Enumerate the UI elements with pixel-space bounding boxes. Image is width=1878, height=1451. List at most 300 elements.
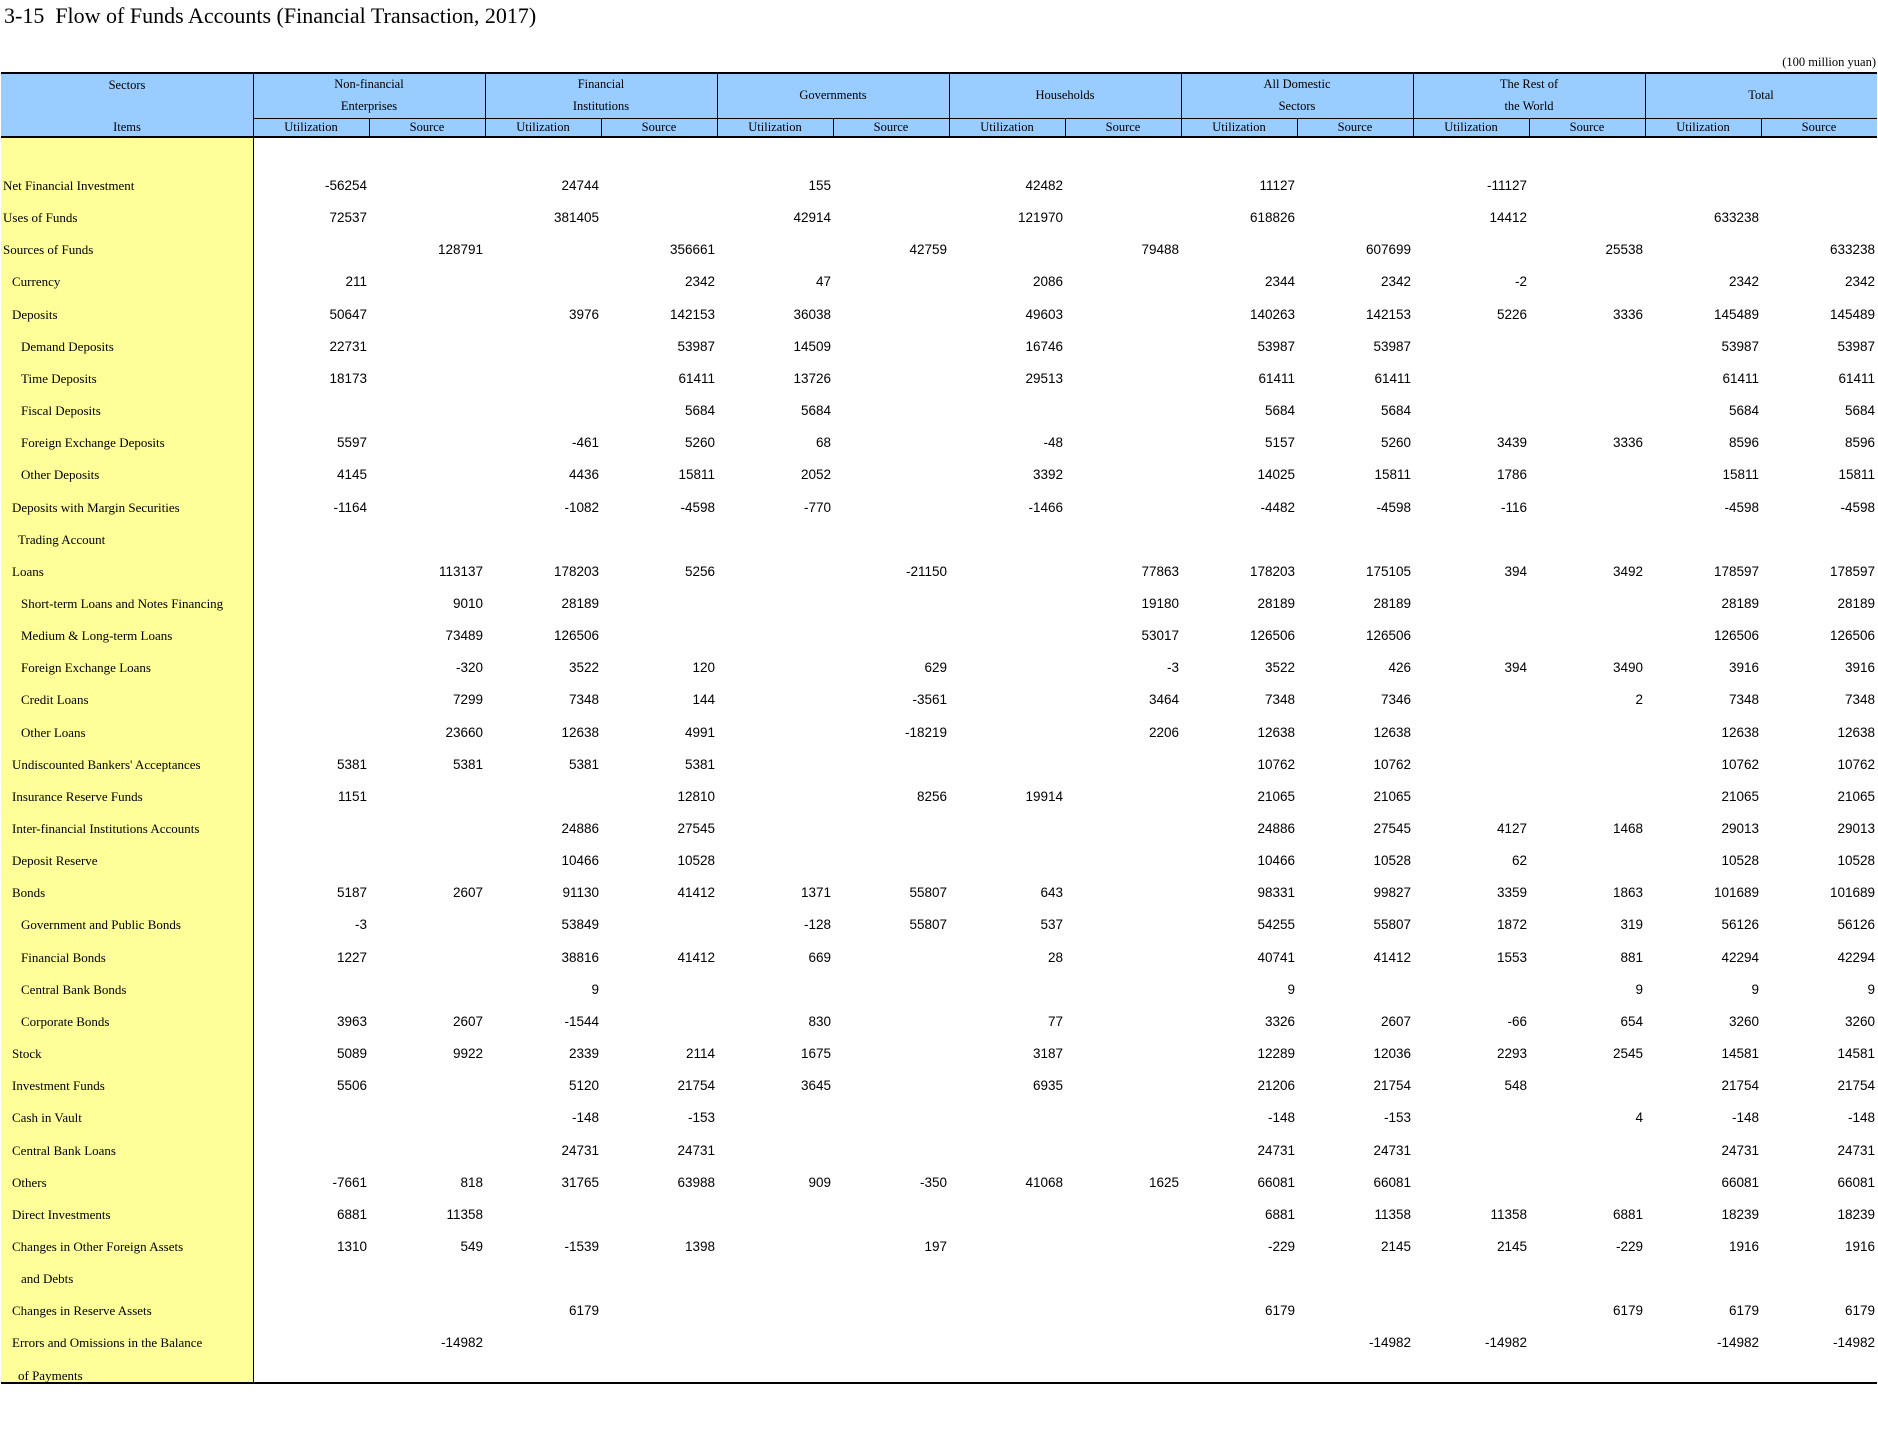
table-cell: 14581 — [1721, 1046, 1759, 1062]
table-cell: 126506 — [1365, 628, 1411, 644]
table-cell: 5381 — [452, 756, 483, 772]
table-cell: 4127 — [1496, 821, 1527, 836]
table-cell: 549 — [460, 1238, 483, 1254]
table-cell: 5120 — [568, 1078, 599, 1094]
table-cell: 126506 — [1829, 628, 1875, 644]
table-cell: 3963 — [336, 1013, 367, 1029]
row-label: Corporate Bonds — [21, 1013, 110, 1029]
row-label: Foreign Exchange Deposits — [21, 435, 165, 451]
table-cell: 126506 — [1713, 628, 1759, 644]
table-cell: 7348 — [1728, 692, 1759, 708]
table-cell: 5597 — [336, 435, 367, 451]
subheader-utilization: Utilization — [1676, 120, 1730, 134]
table-cell: 1863 — [1612, 885, 1643, 901]
table-cell: 12810 — [677, 788, 715, 804]
table-cell: -14982 — [1368, 1335, 1411, 1351]
subheader-source: Source — [1801, 120, 1837, 134]
table-cell: 21065 — [1373, 788, 1411, 804]
row-label: Other Deposits — [21, 467, 100, 483]
table-cell: 50647 — [329, 306, 367, 322]
table-cell: 19914 — [1025, 788, 1063, 804]
table-cell: 3492 — [1612, 563, 1643, 579]
table-cell: 55807 — [909, 917, 947, 933]
table-cell: 18173 — [329, 370, 367, 386]
table-cell: 10528 — [1373, 853, 1411, 869]
table-cell: 356661 — [669, 242, 715, 258]
table-cell: 1916 — [1844, 1238, 1875, 1254]
table-cell: 12638 — [1837, 724, 1875, 740]
table-cell: 10762 — [1837, 756, 1875, 772]
table-cell: 5226 — [1496, 306, 1527, 322]
row-label: Central Bank Loans — [12, 1142, 116, 1158]
table-cell: 14412 — [1489, 210, 1527, 226]
table-cell: 1468 — [1612, 821, 1643, 836]
table-cell: 42482 — [1025, 178, 1063, 193]
table-cell: 3439 — [1496, 435, 1527, 451]
table-cell: 2114 — [685, 1046, 715, 1062]
table-cell: 10528 — [677, 853, 715, 869]
table-cell: 10528 — [1837, 853, 1875, 869]
table-cell: 10762 — [1257, 756, 1295, 772]
table-cell: -4482 — [1260, 499, 1295, 515]
table-cell: 909 — [808, 1174, 831, 1190]
table-cell: 101689 — [1829, 885, 1875, 901]
table-cell: 53987 — [1257, 338, 1295, 354]
page-title: 3-15 Flow of Funds Accounts (Financial Transaction, 2017) — [4, 3, 537, 28]
table-cell: 56126 — [1837, 917, 1875, 933]
table-cell: 15811 — [1722, 467, 1759, 483]
table-cell: -350 — [919, 1174, 947, 1190]
table-cell: 1398 — [684, 1238, 715, 1254]
table-cell: 633238 — [1829, 242, 1875, 258]
group-label-line2: Enterprises — [340, 99, 398, 113]
table-cell: 4145 — [336, 467, 367, 483]
row-label: Changes in Reserve Assets — [12, 1303, 152, 1319]
table-cell: 178203 — [1249, 563, 1295, 579]
table-cell: 24731 — [1373, 1142, 1411, 1158]
table-cell: 155 — [808, 178, 831, 193]
table-cell: -56254 — [324, 178, 367, 193]
table-cell: 28189 — [561, 595, 599, 611]
table-cell: 16746 — [1025, 338, 1063, 354]
table-cell: 120 — [692, 660, 715, 676]
table-cell: 1151 — [337, 788, 367, 804]
table-cell: 3336 — [1612, 306, 1643, 322]
table-cell: 21754 — [1721, 1078, 1759, 1094]
table-cell: 5260 — [684, 435, 715, 451]
table-cell: 11358 — [1490, 1206, 1527, 1222]
table-cell: 6179 — [1612, 1303, 1643, 1319]
table-cell: 1872 — [1496, 917, 1527, 933]
table-cell: 38816 — [561, 949, 599, 965]
table-cell: 31765 — [561, 1174, 599, 1190]
table-cell: 144 — [692, 692, 715, 708]
table-cell: 24886 — [561, 821, 599, 836]
table-cell: 9922 — [452, 1046, 483, 1062]
table-cell: 77 — [1047, 1013, 1063, 1029]
table-cell: 42294 — [1721, 949, 1759, 965]
subheader-utilization: Utilization — [1444, 120, 1498, 134]
sectors-label: Sectors — [108, 78, 146, 92]
table-cell: -148 — [1731, 1110, 1759, 1126]
table-cell: 3916 — [1844, 660, 1875, 676]
table-cell: 55807 — [1373, 917, 1411, 933]
table-cell: 2342 — [1844, 274, 1875, 290]
table-cell: 2607 — [1380, 1013, 1411, 1029]
table-cell: -66 — [1507, 1013, 1527, 1029]
table-cell: 319 — [1620, 917, 1643, 933]
table-cell: 5684 — [1844, 403, 1875, 419]
table-cell: 24731 — [1721, 1142, 1759, 1158]
table-cell: 3260 — [1844, 1013, 1875, 1029]
table-cell: 126506 — [1249, 628, 1295, 644]
table-cell: 121970 — [1017, 210, 1063, 226]
table-cell: 5260 — [1380, 435, 1411, 451]
table-cell: 11127 — [1259, 178, 1295, 193]
table-cell: 12638 — [1721, 724, 1759, 740]
table-cell: 99827 — [1373, 885, 1411, 901]
table-cell: 394 — [1504, 563, 1527, 579]
table-cell: 140263 — [1249, 306, 1295, 322]
subheader-source: Source — [873, 120, 909, 134]
table-cell: 881 — [1620, 949, 1643, 965]
table-cell: 62 — [1511, 853, 1527, 869]
subheader-source: Source — [641, 120, 677, 134]
table-cell: 142153 — [1365, 306, 1411, 322]
table-cell: 9 — [591, 981, 599, 997]
row-label: Fiscal Deposits — [21, 403, 101, 419]
table-cell: -2 — [1514, 274, 1527, 290]
table-cell: -1466 — [1028, 499, 1063, 515]
subheader-utilization: Utilization — [516, 120, 570, 134]
row-label: Deposits — [12, 306, 58, 322]
table-cell: 22731 — [329, 338, 367, 354]
table-cell: 6179 — [1728, 1303, 1759, 1319]
subheader-source: Source — [1569, 120, 1605, 134]
row-label: Financial Bonds — [21, 949, 106, 965]
table-cell: 29013 — [1837, 821, 1875, 836]
table-cell: 5381 — [684, 756, 715, 772]
table-cell: -7661 — [332, 1174, 367, 1190]
row-label: Errors and Omissions in the Balance — [12, 1335, 203, 1351]
table-cell: 6881 — [336, 1206, 367, 1222]
subheader-utilization: Utilization — [980, 120, 1034, 134]
table-cell: 3392 — [1032, 467, 1063, 483]
table-cell: 142153 — [669, 306, 715, 322]
row-label: Uses of Funds — [3, 210, 78, 226]
row-label: Deposit Reserve — [12, 853, 98, 869]
table-cell: 3645 — [800, 1078, 831, 1094]
subheader-source: Source — [1105, 120, 1141, 134]
table-cell: 79488 — [1141, 242, 1179, 258]
table-cell: 128791 — [437, 242, 483, 258]
row-label: Trading Account — [18, 531, 106, 547]
table-cell: 61411 — [1258, 370, 1295, 386]
table-cell: -128 — [803, 917, 831, 933]
unit-label: (100 million yuan) — [1782, 55, 1876, 69]
subheader-utilization: Utilization — [748, 120, 802, 134]
table-cell: 15811 — [1838, 467, 1875, 483]
group-label-line2: the World — [1504, 99, 1554, 113]
group-label-line2: Sectors — [1278, 99, 1316, 113]
table-cell: 643 — [1040, 885, 1063, 901]
row-label: Loans — [12, 563, 44, 579]
table-cell: 7348 — [1264, 692, 1295, 708]
row-label: Cash in Vault — [12, 1110, 82, 1126]
table-cell: 15811 — [678, 467, 715, 483]
table-cell: 12638 — [561, 724, 599, 740]
table-cell: 6881 — [1612, 1206, 1643, 1222]
table-cell: 629 — [924, 660, 947, 676]
table-cell: -461 — [571, 435, 599, 451]
table-cell: 53987 — [1373, 338, 1411, 354]
items-label: Items — [113, 120, 141, 134]
table-cell: 145489 — [1713, 306, 1759, 322]
group-label-line1: Financial — [577, 77, 625, 91]
table-cell: 53849 — [561, 917, 599, 933]
table-cell: 56126 — [1721, 917, 1759, 933]
table-cell: 61411 — [1838, 370, 1875, 386]
table-cell: 91130 — [562, 885, 599, 901]
table-cell: -3 — [1166, 660, 1179, 676]
table-cell: 54255 — [1257, 917, 1295, 933]
table-cell: -18219 — [904, 724, 947, 740]
table-cell: 21206 — [1257, 1078, 1295, 1094]
table-cell: 29513 — [1025, 370, 1063, 386]
row-label: Central Bank Bonds — [21, 981, 127, 997]
table-cell: 1625 — [1148, 1174, 1179, 1190]
table-cell: 2607 — [452, 1013, 483, 1029]
table-cell: 55807 — [909, 885, 947, 901]
table-cell: 6179 — [1844, 1303, 1875, 1319]
table-cell: 10762 — [1373, 756, 1411, 772]
table-cell: -770 — [803, 499, 831, 515]
table-cell: 14025 — [1257, 467, 1295, 483]
table-cell: 607699 — [1365, 242, 1411, 258]
row-label: Changes in Other Foreign Assets — [12, 1238, 184, 1254]
table-cell: 178203 — [553, 563, 599, 579]
row-label: Credit Loans — [21, 692, 89, 708]
subheader-source: Source — [1337, 120, 1373, 134]
table-cell: 21065 — [1837, 788, 1875, 804]
table-cell: 4991 — [684, 724, 715, 740]
table-cell: 42294 — [1837, 949, 1875, 965]
table-cell: 3359 — [1496, 885, 1527, 901]
table-cell: -1544 — [564, 1013, 599, 1029]
table-cell: 5256 — [684, 563, 715, 579]
table-cell: -153 — [1383, 1110, 1411, 1126]
group-label-line2: Institutions — [572, 99, 630, 113]
table-cell: 3976 — [568, 306, 599, 322]
table-cell: -320 — [455, 660, 483, 676]
table-cell: 14509 — [793, 338, 831, 354]
table-cell: 24886 — [1257, 821, 1295, 836]
table-cell: 1786 — [1496, 467, 1527, 483]
subheader-utilization: Utilization — [1212, 120, 1266, 134]
table-cell: -116 — [1500, 499, 1527, 515]
table-cell: 2293 — [1496, 1046, 1527, 1062]
table-cell: 23660 — [445, 724, 483, 740]
table-cell: 3260 — [1728, 1013, 1759, 1029]
row-label: Undiscounted Bankers' Acceptances — [12, 756, 201, 772]
table-cell: 24731 — [1257, 1142, 1295, 1158]
table-cell: 21754 — [1373, 1078, 1411, 1094]
row-label: of Payments — [18, 1367, 83, 1383]
table-cell: 5684 — [800, 403, 831, 419]
table-cell: 28 — [1047, 949, 1063, 965]
group-label-line1: The Rest of — [1499, 77, 1559, 91]
table-cell: 53987 — [1721, 338, 1759, 354]
table-cell: 101689 — [1713, 885, 1759, 901]
table-cell: 6881 — [1264, 1206, 1295, 1222]
table-cell: -48 — [1043, 435, 1063, 451]
table-cell: 1371 — [800, 885, 831, 901]
table-cell: 426 — [1388, 660, 1411, 676]
table-cell: 11358 — [1374, 1206, 1411, 1222]
table-cell: 126506 — [553, 628, 599, 644]
table-cell: 77863 — [1141, 563, 1179, 579]
table-cell: 175105 — [1365, 563, 1411, 579]
table-cell: 28189 — [1837, 595, 1875, 611]
table-cell: 53017 — [1141, 628, 1179, 644]
table-cell: 63988 — [677, 1174, 715, 1190]
table-cell: 818 — [460, 1174, 483, 1190]
table-cell: 2342 — [1728, 274, 1759, 290]
table-cell: 41068 — [1025, 1174, 1063, 1190]
subheader-utilization: Utilization — [284, 120, 338, 134]
table-bottom-rule — [1, 1382, 1877, 1384]
table-cell: 24731 — [1837, 1142, 1875, 1158]
table-cell: 2344 — [1264, 274, 1295, 290]
row-label: and Debts — [21, 1271, 74, 1287]
table-cell: 1227 — [336, 949, 367, 965]
row-label: Other Loans — [21, 724, 86, 740]
table-cell: 27545 — [1373, 821, 1411, 836]
table-cell: 7299 — [452, 692, 483, 708]
table-cell: 2342 — [1380, 274, 1411, 290]
table-cell: 3916 — [1728, 660, 1759, 676]
table-cell: 66081 — [1721, 1174, 1759, 1190]
table-cell: 178597 — [1713, 563, 1759, 579]
table-cell: 66081 — [1373, 1174, 1411, 1190]
table-cell: 2145 — [1380, 1238, 1411, 1254]
table-cell: 28189 — [1373, 595, 1411, 611]
table-cell: 669 — [808, 949, 831, 965]
table-cell: 1553 — [1496, 949, 1527, 965]
table-cell: 61411 — [1374, 370, 1411, 386]
table-cell: -148 — [1267, 1110, 1295, 1126]
row-label: Insurance Reserve Funds — [12, 788, 143, 804]
table-cell: 5684 — [1380, 403, 1411, 419]
group-label: Governments — [799, 88, 867, 102]
table-cell: 12638 — [1373, 724, 1411, 740]
table-cell: -1082 — [564, 499, 599, 515]
row-label: Demand Deposits — [21, 338, 114, 354]
table-cell: 61411 — [1722, 370, 1759, 386]
table-cell: 6935 — [1032, 1078, 1063, 1094]
row-label: Sources of Funds — [3, 242, 94, 258]
table-cell: 178597 — [1829, 563, 1875, 579]
table-cell: 2545 — [1612, 1046, 1643, 1062]
table-cell: 3187 — [1032, 1046, 1063, 1062]
row-label: Investment Funds — [12, 1078, 105, 1094]
table-cell: 73489 — [445, 628, 483, 644]
table-cell: 537 — [1040, 917, 1063, 933]
row-label: Short-term Loans and Notes Financing — [21, 595, 224, 611]
table-cell: 12289 — [1257, 1046, 1295, 1062]
row-label: Net Financial Investment — [3, 178, 135, 193]
table-cell: 18239 — [1837, 1206, 1875, 1222]
table-cell: 11358 — [446, 1206, 483, 1222]
table-cell: -229 — [1267, 1238, 1295, 1254]
table-cell: 25538 — [1605, 242, 1643, 258]
table-cell: 5684 — [1728, 403, 1759, 419]
table-cell: 24744 — [561, 178, 599, 193]
table-cell: 19180 — [1141, 595, 1179, 611]
table-cell: 2 — [1635, 692, 1643, 708]
table-cell: 633238 — [1713, 210, 1759, 226]
table-cell: 8256 — [916, 788, 947, 804]
table-cell: 2339 — [568, 1046, 599, 1062]
table-cell: 197 — [924, 1238, 947, 1254]
table-cell: 3336 — [1612, 435, 1643, 451]
table-cell: 7346 — [1380, 692, 1411, 708]
table-cell: 98331 — [1257, 885, 1295, 901]
table-cell: -14982 — [1484, 1335, 1527, 1351]
table-cell: 24731 — [561, 1142, 599, 1158]
table-cell: 66081 — [1837, 1174, 1875, 1190]
table-cell: -148 — [571, 1110, 599, 1126]
row-label: Government and Public Bonds — [21, 917, 181, 933]
table-cell: 6179 — [568, 1303, 599, 1319]
table-cell: 5381 — [568, 756, 599, 772]
table-cell: 113137 — [438, 563, 483, 579]
table-cell: 10466 — [561, 853, 599, 869]
table-cell: -1539 — [564, 1238, 599, 1254]
table-cell: 41412 — [1373, 949, 1411, 965]
group-label-line1: Non-financial — [334, 77, 404, 91]
table-cell: 145489 — [1829, 306, 1875, 322]
table-cell: 28189 — [1721, 595, 1759, 611]
table-cell: 9 — [1867, 981, 1875, 997]
table-cell: 2145 — [1496, 1238, 1527, 1254]
table-cell: 8596 — [1728, 435, 1759, 451]
table-cell: 12638 — [1257, 724, 1295, 740]
table-cell: 2052 — [800, 467, 831, 483]
table-cell: 830 — [808, 1013, 831, 1029]
table-cell: 15811 — [1374, 467, 1411, 483]
table-cell: -14982 — [440, 1335, 483, 1351]
table-cell: 36038 — [793, 306, 831, 322]
table-cell: -3 — [354, 917, 367, 933]
table-cell: 9 — [1751, 981, 1759, 997]
row-label: Time Deposits — [21, 370, 97, 386]
table-cell: 3326 — [1264, 1013, 1295, 1029]
table-cell: 3464 — [1148, 692, 1179, 708]
table-cell: 2086 — [1032, 274, 1063, 290]
table-cell: 548 — [1504, 1078, 1527, 1094]
table-cell: 618826 — [1249, 210, 1295, 226]
table-cell: -4598 — [680, 499, 715, 515]
table-cell: 40741 — [1257, 949, 1295, 965]
table-cell: 5506 — [336, 1078, 367, 1094]
table-cell: 10466 — [1257, 853, 1295, 869]
table-cell: 5381 — [336, 756, 367, 772]
table-cell: 29013 — [1721, 821, 1759, 836]
table-cell: 21065 — [1257, 788, 1295, 804]
table-cell: 3522 — [568, 660, 599, 676]
table-cell: -14982 — [1832, 1335, 1875, 1351]
